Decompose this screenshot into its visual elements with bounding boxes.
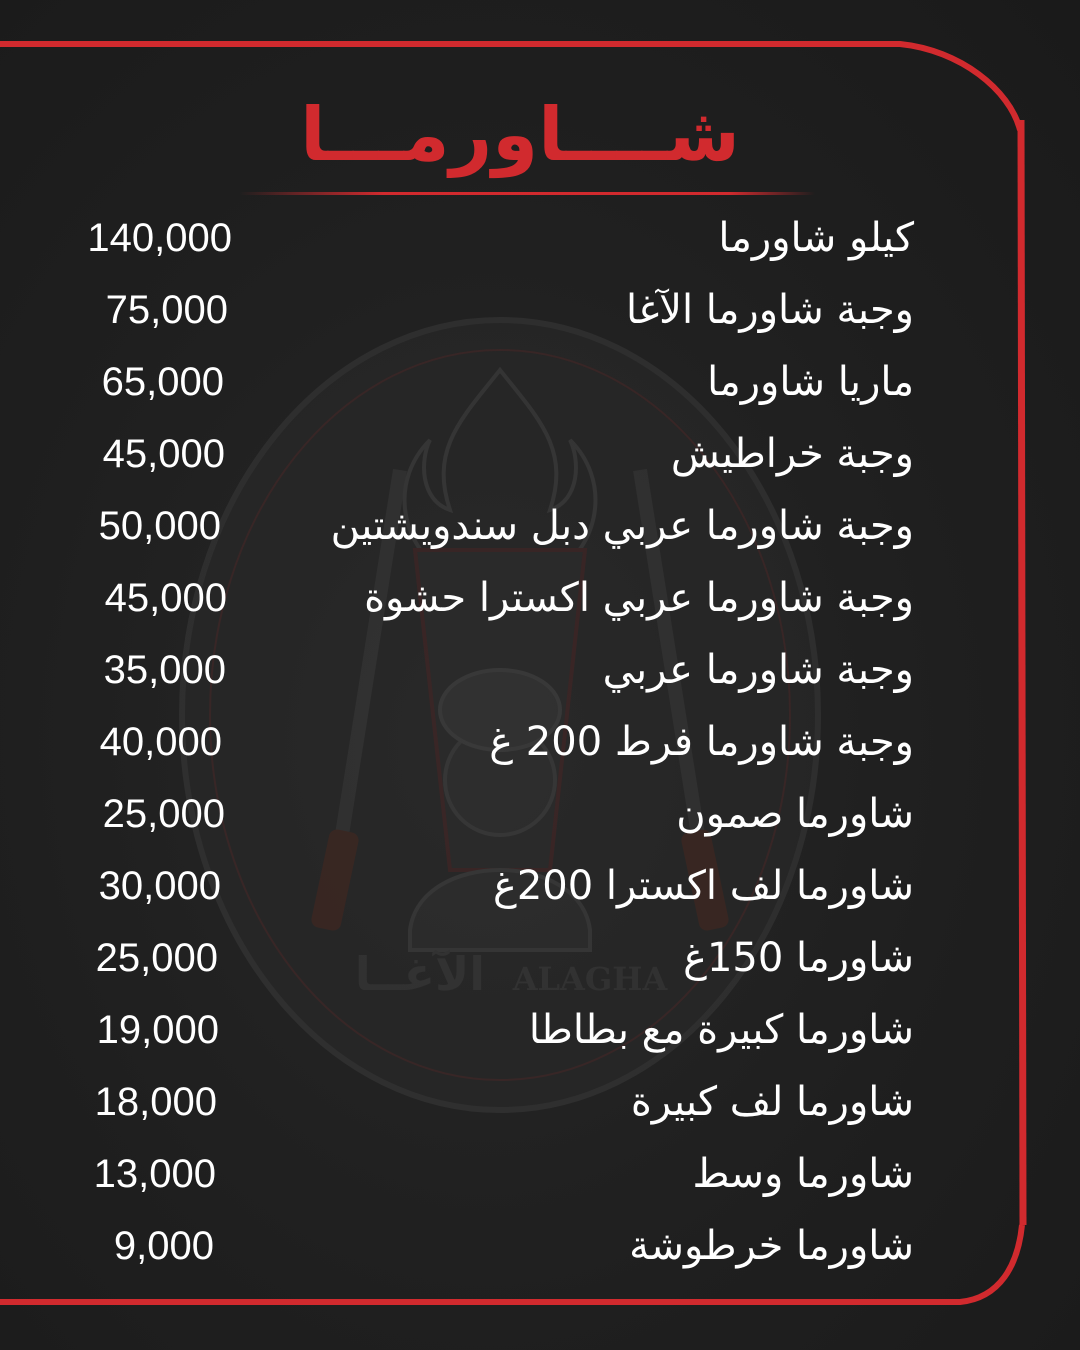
title-underline — [240, 192, 815, 195]
list-item — [0, 706, 1080, 778]
item-name: وجبة شاورما عربي اكسترا حشوة — [364, 575, 914, 621]
list-item — [0, 1066, 1080, 1138]
item-price: 45,000 — [104, 576, 227, 620]
item-name: شاورما صمون — [676, 791, 914, 837]
item-name: وجبة شاورما الآغا — [626, 287, 914, 333]
page-title: شــــاورمـــا — [300, 92, 740, 178]
item-price: 13,000 — [93, 1152, 216, 1196]
list-item — [0, 850, 1080, 922]
item-name: شاورما لف اكسترا 200غ — [492, 863, 914, 909]
item-name: كيلو شاورما — [718, 215, 914, 261]
logo-text-en: ALAGHA — [512, 960, 668, 998]
list-item — [0, 922, 1080, 994]
list-item — [0, 346, 1080, 418]
item-price: 18,000 — [94, 1080, 217, 1124]
item-name: شاورما كبيرة مع بطاطا — [528, 1007, 914, 1053]
item-price: 65,000 — [101, 360, 224, 404]
list-item — [0, 562, 1080, 634]
item-name: شاورما لف كبيرة — [630, 1079, 914, 1125]
item-price: 50,000 — [98, 504, 221, 548]
list-item — [0, 202, 1080, 274]
list-item — [0, 778, 1080, 850]
list-item — [0, 994, 1080, 1066]
list-item — [0, 418, 1080, 490]
item-price: 19,000 — [96, 1008, 219, 1052]
item-price: 45,000 — [102, 432, 225, 476]
item-price: 75,000 — [105, 288, 228, 332]
item-price: 35,000 — [103, 648, 226, 692]
item-price: 140,000 — [87, 216, 232, 260]
item-name: وجبة خراطيش — [670, 431, 914, 477]
item-name: وجبة شاورما فرط 200 غ — [489, 719, 914, 765]
list-item — [0, 274, 1080, 346]
item-name: شاورما وسط — [692, 1151, 914, 1197]
item-name: وجبة شاورما عربي — [602, 647, 914, 693]
item-name: شاورما خرطوشة — [629, 1223, 914, 1269]
item-price: 30,000 — [98, 864, 221, 908]
list-item — [0, 634, 1080, 706]
logo-text-ar: الآغــا — [354, 947, 486, 1001]
item-price: 40,000 — [99, 720, 222, 764]
list-item — [0, 1210, 1080, 1282]
item-name: ماريا شاورما — [707, 359, 914, 405]
item-price: 25,000 — [95, 936, 218, 980]
list-item — [0, 1138, 1080, 1210]
list-item — [0, 490, 1080, 562]
item-price: 25,000 — [102, 792, 225, 836]
item-price: 9,000 — [113, 1224, 214, 1268]
item-name: شاورما 150غ — [683, 935, 914, 981]
item-name: وجبة شاورما عربي دبل سندويشتين — [330, 503, 914, 549]
